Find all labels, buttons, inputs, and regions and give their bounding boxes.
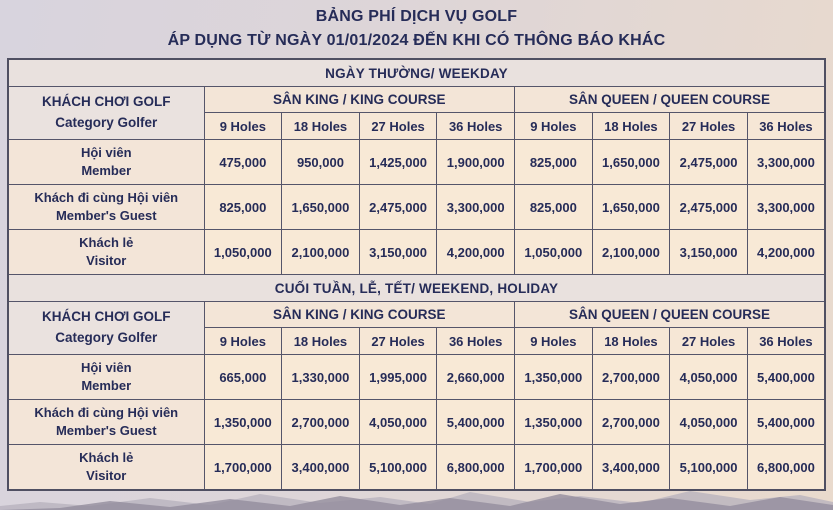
price-cell: 1,350,000 (515, 355, 593, 400)
row-label (8, 400, 204, 445)
holes-header-queen-27: 27 Holes (670, 113, 748, 140)
section-band-weekend (8, 275, 825, 302)
price-cell: 825,000 (515, 185, 593, 230)
row-label-vi: Hội viên (80, 359, 132, 375)
holes-header-king-9: 9 Holes (204, 328, 282, 355)
price-cell: 5,400,000 (747, 400, 825, 445)
holes-header-king-36: 36 Holes (437, 113, 515, 140)
price-cell: 4,050,000 (359, 400, 437, 445)
row-label-vi: Hội viên (80, 144, 132, 160)
price-cell: 2,100,000 (592, 230, 670, 275)
price-cell: 2,475,000 (670, 185, 748, 230)
price-cell: 6,800,000 (437, 445, 515, 491)
price-cell: 2,475,000 (359, 185, 437, 230)
row-label-en: Visitor (86, 253, 127, 268)
price-cell: 2,475,000 (670, 140, 748, 185)
price-cell: 4,200,000 (747, 230, 825, 275)
row-label-en: Member's Guest (55, 423, 157, 438)
table-row-weekend-guest (8, 400, 825, 445)
page-subtitle: ÁP DỤNG TỪ NGÀY 01/01/2024 ĐẾN KHI CÓ THÔNG BÁO KHÁC (167, 32, 666, 49)
row-label-en: Member (81, 378, 132, 393)
holes-header-king-9: 9 Holes (204, 113, 282, 140)
holes-header-queen-18: 18 Holes (592, 328, 670, 355)
price-cell: 1,650,000 (592, 185, 670, 230)
price-cell: 6,800,000 (747, 445, 825, 491)
price-cell: 3,400,000 (592, 445, 670, 491)
holes-header-queen-36: 36 Holes (747, 113, 825, 140)
price-cell: 1,050,000 (515, 230, 593, 275)
price-cell: 4,200,000 (437, 230, 515, 275)
price-cell: 1,425,000 (359, 140, 437, 185)
price-cell: 950,000 (282, 140, 360, 185)
row-label-en: Member's Guest (55, 208, 157, 223)
price-cell: 475,000 (204, 140, 282, 185)
price-cell: 1,995,000 (359, 355, 437, 400)
category-header (8, 302, 204, 355)
page-title: BẢNG PHÍ DỊCH VỤ GOLF (315, 8, 518, 25)
category-header-vi: KHÁCH CHƠI GOLF (41, 94, 171, 110)
price-cell: 1,330,000 (282, 355, 360, 400)
price-cell: 5,400,000 (437, 400, 515, 445)
table-row-weekday-guest (8, 185, 825, 230)
category-header-vi: KHÁCH CHƠI GOLF (41, 309, 171, 325)
title-block (0, 0, 833, 53)
price-cell: 1,350,000 (204, 400, 282, 445)
row-label-en: Visitor (86, 468, 127, 483)
table-row-weekday-visitor (8, 230, 825, 275)
queen-course-header: SÂN QUEEN / QUEEN COURSE (515, 302, 826, 328)
queen-course-header: SÂN QUEEN / QUEEN COURSE (515, 87, 826, 113)
table-row-weekday-member (8, 140, 825, 185)
price-cell: 3,300,000 (437, 185, 515, 230)
price-cell: 4,050,000 (670, 355, 748, 400)
holes-header-king-18: 18 Holes (282, 113, 360, 140)
course-header-row (8, 87, 825, 113)
price-cell: 1,050,000 (204, 230, 282, 275)
holes-header-king-27: 27 Holes (359, 328, 437, 355)
row-label-vi: Khách đi cùng Hội viên (34, 404, 179, 420)
row-label (8, 140, 204, 185)
row-label (8, 230, 204, 275)
price-cell: 1,900,000 (437, 140, 515, 185)
price-cell: 5,100,000 (670, 445, 748, 491)
holes-header-queen-18: 18 Holes (592, 113, 670, 140)
price-cell: 2,700,000 (592, 400, 670, 445)
row-label (8, 355, 204, 400)
price-cell: 665,000 (204, 355, 282, 400)
golf-fee-table (7, 58, 826, 491)
price-cell: 2,100,000 (282, 230, 360, 275)
king-course-header: SÂN KING / KING COURSE (204, 302, 515, 328)
king-course-header: SÂN KING / KING COURSE (204, 87, 515, 113)
holes-header-queen-36: 36 Holes (747, 328, 825, 355)
price-cell: 5,100,000 (359, 445, 437, 491)
holes-header-queen-9: 9 Holes (515, 328, 593, 355)
holes-header-king-36: 36 Holes (437, 328, 515, 355)
category-header-en: Category Golfer (55, 330, 158, 345)
holes-header-queen-27: 27 Holes (670, 328, 748, 355)
price-cell: 3,300,000 (747, 185, 825, 230)
price-cell: 2,700,000 (282, 400, 360, 445)
price-cell: 1,700,000 (515, 445, 593, 491)
price-cell: 1,650,000 (592, 140, 670, 185)
row-label-vi: Khách lẻ (79, 449, 134, 465)
holes-header-king-27: 27 Holes (359, 113, 437, 140)
row-label (8, 445, 204, 491)
course-header-row (8, 302, 825, 328)
price-cell: 825,000 (204, 185, 282, 230)
price-cell: 1,350,000 (515, 400, 593, 445)
price-cell: 3,150,000 (670, 230, 748, 275)
section-title-weekend: CUỐI TUẦN, LỄ, TẾT/ WEEKEND, HOLIDAY (8, 275, 825, 302)
row-label (8, 185, 204, 230)
row-label-vi: Khách lẻ (79, 234, 134, 250)
holes-header-queen-9: 9 Holes (515, 113, 593, 140)
row-label-vi: Khách đi cùng Hội viên (34, 189, 179, 205)
price-cell: 4,050,000 (670, 400, 748, 445)
price-cell: 3,150,000 (359, 230, 437, 275)
holes-header-king-18: 18 Holes (282, 328, 360, 355)
table-row-weekend-visitor (8, 445, 825, 491)
price-cell: 825,000 (515, 140, 593, 185)
category-header-en: Category Golfer (55, 115, 158, 130)
price-cell: 1,650,000 (282, 185, 360, 230)
price-cell: 2,700,000 (592, 355, 670, 400)
row-label-en: Member (81, 163, 132, 178)
section-band-weekday (8, 59, 825, 87)
section-title-weekday: NGÀY THƯỜNG/ WEEKDAY (8, 59, 825, 87)
category-header (8, 87, 204, 140)
price-cell: 1,700,000 (204, 445, 282, 491)
price-cell: 3,400,000 (282, 445, 360, 491)
price-cell: 3,300,000 (747, 140, 825, 185)
price-cell: 5,400,000 (747, 355, 825, 400)
price-cell: 2,660,000 (437, 355, 515, 400)
table-row-weekend-member (8, 355, 825, 400)
